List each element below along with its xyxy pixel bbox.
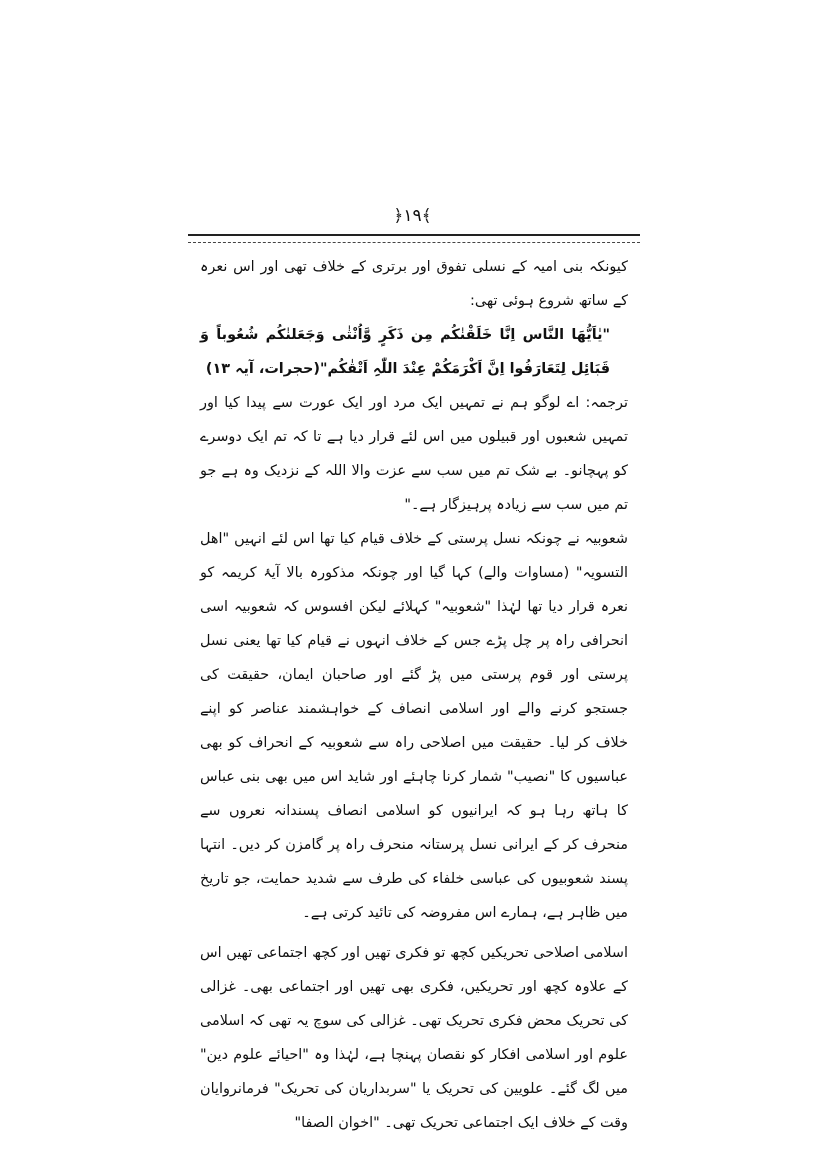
- paragraph-movements: اسلامی اصلاحی تحریکیں کچھ تو فکری تھیں اور کچھ اجتماعی تھیں اس کے علاوہ کچھ اور تحریکیں، فکری بھی تھیں اور اجتماعی بھی۔ غزالی کی تحریک محض فکری تحریک تھی۔ غزالی کی سوچ یہ تھی کہ اسلامی علوم اور اسلامی افکار کو نقصان پہنچا ہے، لہٰذا وہ "احیائے علوم دین" میں لگ گئے۔ علویین کی تحریک یا "سربداریان کی تحریک" فرمانروایان وقت کے خلاف ایک اجتماعی تحریک تھی۔ "اخوان الصفا": [200, 945, 628, 1131]
- page-number: ﴿١٩﴾: [393, 206, 432, 226]
- quran-verse: "یٰاَیُّھَا النَّاس اِنَّا خَلَقْنٰکُم مِن ذَکَرٍ وَّاُنْثٰی وَجَعَلنٰکُم شُعُوباً وَ قَبَائِل لِتَعَارَفُوا اِنَّ اَکْرَمَکُمْ عِنْدَ اللّٰہِ اَتْقٰکُم"(حجرات، آیہ ۱۳): [200, 327, 610, 377]
- paragraph-translation: ترجمہ: اے لوگو ہم نے تمہیں ایک مرد اور ایک عورت سے پیدا کیا اور تمہیں شعبوں اور قبیلوں میں اس لئے قرار دیا ہے تا کہ تم ایک دوسرے کو پہچانو۔ بے شک تم میں سب سے عزت والا اللہ کے نزدیک وہ ہے جو تم میں سب سے زیادہ پرہیزگار ہے۔": [200, 395, 628, 513]
- header-rule: [188, 234, 640, 243]
- page-body: [200, 250, 628, 1140]
- paragraph-intro: کیونکہ بنی امیہ کے نسلی تفوق اور برتری کے خلاف تھی اور اس نعرہ کے ساتھ شروع ہوئی تھی:: [200, 259, 628, 309]
- paragraph-shuubiyya: شعوبیہ نے چونکہ نسل پرستی کے خلاف قیام کیا تھا اس لئے انہیں "اھل التسویہ" (مساوات والے) کہا گیا اور چونکہ مذکورہ بالا آیۂ کریمہ کو نعرہ قرار دیا تھا لہٰذا "شعوبیہ" کہلائے لیکن افسوس کہ شعوبیہ اسی انحرافی راہ پر چل پڑے جس کے خلاف انہوں نے قیام کیا تھا یعنی نسل پرستی اور قوم پرستی میں پڑ گئے اور صاحبان ایمان، حقیقت کی جستجو کرنے والے اور اسلامی انصاف کے خواہشمند عناصر کو اپنے خلاف کر لیا۔ حقیقت میں اصلاحی راہ سے شعوبیہ کے انحراف کو بھی عباسیوں کا "نصیب" شمار کرنا چاہئے اور شاید اس میں بھی بنی عباس کا ہاتھ رہا ہو کہ ایرانیوں کو اسلامی انصاف پسندانہ نعروں سے منحرف کر کے ایرانی نسل پرستانہ منحرف راہ پر گامزن کر دیں۔ انتہا پسند شعوبیوں کی عباسی خلفاء کی طرف سے شدید حمایت، جو تاریخ میں ظاہر ہے، ہمارے اس مفروضہ کی تائید کرتی ہے۔: [200, 531, 628, 921]
